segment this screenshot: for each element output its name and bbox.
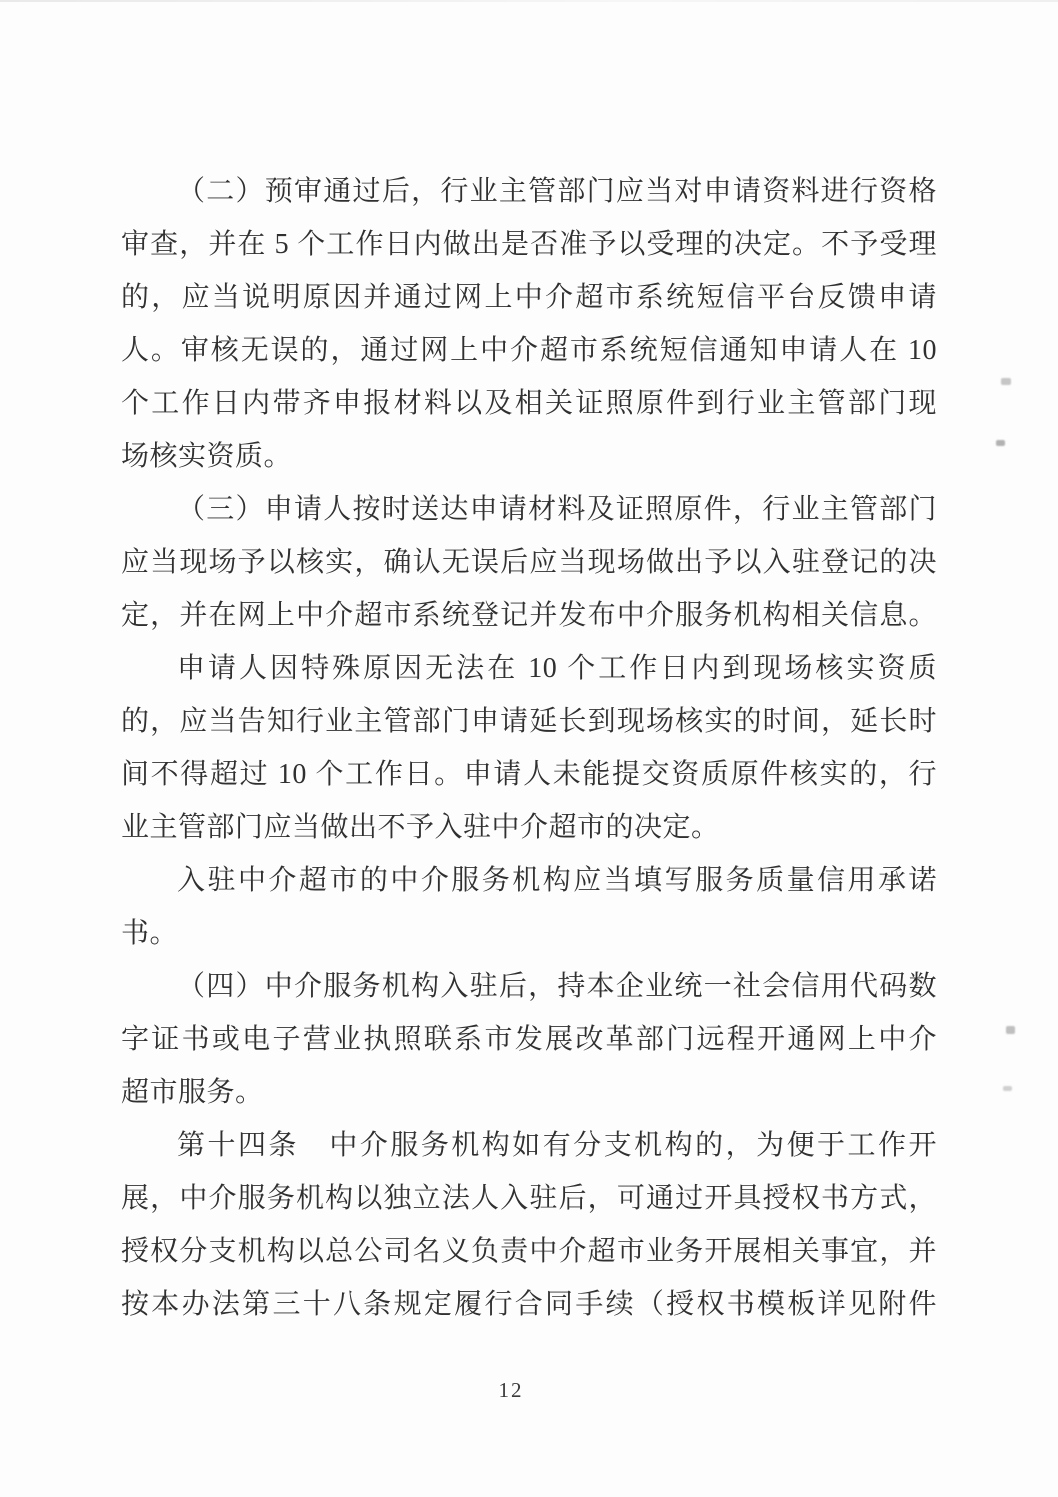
scan-speck <box>996 440 1005 446</box>
text-line: 申请人因特殊原因无法在 10 个工作日内到现场核实资质 <box>177 653 937 684</box>
text-line: 定，并在网上中介超市系统登记并发布中介服务机构相关信息。 <box>121 600 937 631</box>
text-line: 字证书或电子营业执照联系市发展改革部门远程开通网上中介 <box>121 1024 937 1055</box>
text-line: 审查，并在 5 个工作日内做出是否准予以受理的决定。不予受理 <box>121 229 937 260</box>
scan-speck <box>1003 1086 1012 1091</box>
scan-edge-artifact <box>0 0 1058 2</box>
text-line: （三）申请人按时送达申请材料及证照原件，行业主管部门 <box>177 494 937 525</box>
text-line: 人。审核无误的，通过网上中介超市系统短信通知申请人在 10 <box>121 335 937 366</box>
text-line: （四）中介服务机构入驻后，持本企业统一社会信用代码数 <box>177 971 937 1002</box>
scan-speck <box>1001 378 1011 385</box>
text-line: 的，应当告知行业主管部门申请延长到现场核实的时间，延长时 <box>121 706 937 737</box>
scan-speck <box>1006 1026 1015 1034</box>
text-line: 第十四条 中介服务机构如有分支机构的，为便于工作开 <box>177 1130 937 1161</box>
text-line: 间不得超过 10 个工作日。申请人未能提交资质原件核实的，行 <box>121 759 937 790</box>
page-number: 12 <box>498 1378 524 1402</box>
text-line: 展，中介服务机构以独立法人入驻后，可通过开具授权书方式， <box>121 1183 937 1214</box>
text-line: 书。 <box>121 918 179 949</box>
text-line: （二）预审通过后，行业主管部门应当对申请资料进行资格 <box>177 176 937 207</box>
text-line: 个工作日内带齐申报材料以及相关证照原件到行业主管部门现 <box>121 388 937 419</box>
text-line: 场核实资质。 <box>121 441 293 472</box>
text-line: 超市服务。 <box>121 1077 264 1108</box>
text-line: 按本办法第三十八条规定履行合同手续（授权书模板详见附件 <box>121 1289 937 1320</box>
text-line: 授权分支机构以总公司名义负责中介超市业务开展相关事宜，并 <box>121 1236 937 1267</box>
text-line: 入驻中介超市的中介服务机构应当填写服务质量信用承诺 <box>177 865 937 896</box>
text-line: 的，应当说明原因并通过网上中介超市系统短信平台反馈申请 <box>121 282 937 313</box>
text-line: 应当现场予以核实，确认无误后应当现场做出予以入驻登记的决 <box>121 547 937 578</box>
text-line: 业主管部门应当做出不予入驻中介超市的决定。 <box>121 812 720 843</box>
document-body-text <box>121 165 937 1331</box>
